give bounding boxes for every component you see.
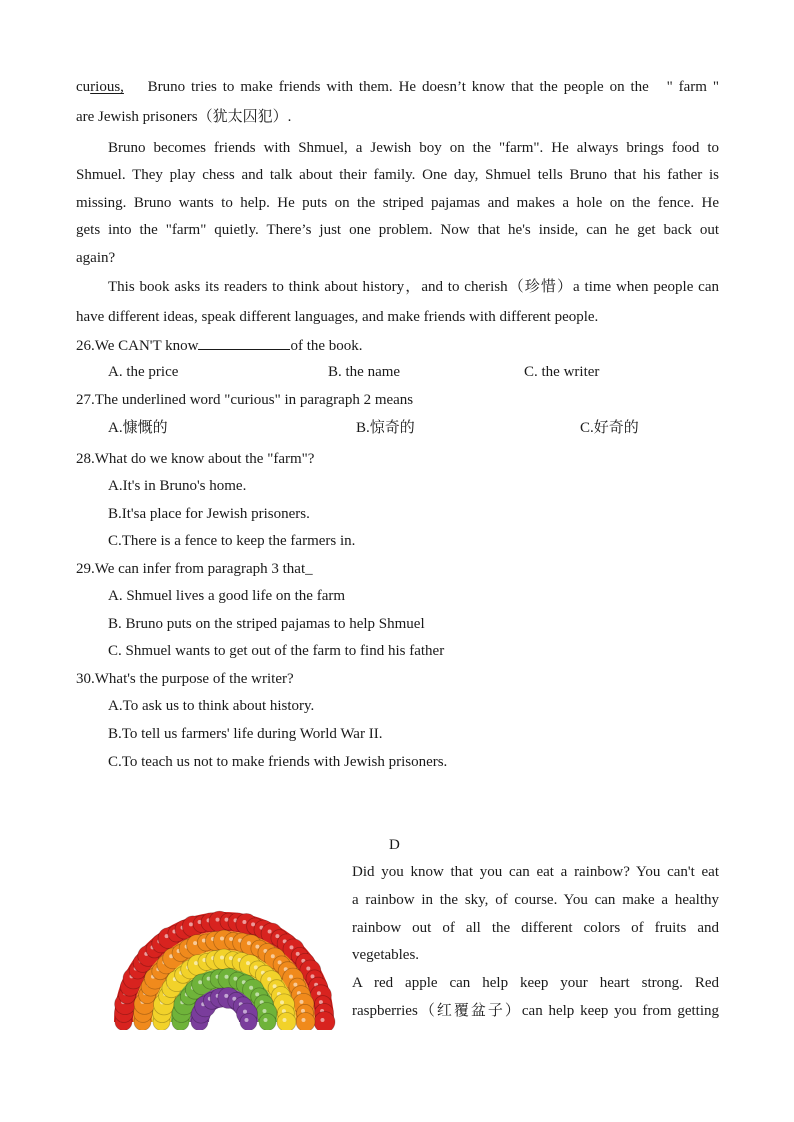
option-c: C. the writer bbox=[524, 364, 600, 380]
fruit-highlight bbox=[302, 1018, 306, 1022]
option-a: A. Shmuel lives a good life on the farm bbox=[108, 588, 346, 604]
fruit-highlight bbox=[289, 975, 293, 979]
fruit-highlight bbox=[225, 975, 229, 979]
option-a: A.It's in Bruno's home. bbox=[108, 478, 247, 494]
section-d-line: raspberries（红覆盆子）can help keep you from getting bbox=[352, 1003, 719, 1019]
option-b: B.To tell us farmers' life during World War II. bbox=[108, 726, 383, 742]
passage-line: curious, Bruno tries to make friends with them. He doesn’t know that the people on the " farm " bbox=[76, 79, 719, 95]
answer-blank bbox=[198, 335, 290, 350]
fruit-highlight bbox=[300, 1000, 304, 1004]
fruit-highlight bbox=[233, 977, 237, 981]
fruit-highlight bbox=[194, 961, 198, 965]
fruit-piece bbox=[240, 1014, 257, 1031]
passage-line: have different ideas, speak different languages, and make friends with different people. bbox=[76, 309, 599, 325]
fruit-rainbow-illustration bbox=[108, 870, 340, 1030]
question-26-stem: 26.We CAN'T know of the book. bbox=[76, 335, 719, 356]
option-b: B.惊奇的 bbox=[356, 420, 415, 436]
section-d-line: vegetables. bbox=[352, 947, 420, 963]
fruit-highlight bbox=[278, 960, 282, 964]
fruit-highlight bbox=[267, 977, 271, 981]
passage-line: are Jewish prisoners（犹太囚犯）. bbox=[76, 109, 292, 125]
passage-line: Bruno becomes friends with Shmuel, a Jewish boy on the "farm". He always brings food to bbox=[108, 140, 719, 156]
option-a: A. the price bbox=[108, 364, 179, 380]
fruit-rainbow-image bbox=[108, 870, 340, 1030]
option-c: C.There is a fence to keep the farmers in. bbox=[108, 533, 356, 549]
rainbow-arcs bbox=[114, 911, 335, 1030]
question-27-stem: 27.The underlined word "curious" in paragraph 2 means bbox=[76, 392, 414, 408]
fruit-highlight bbox=[220, 956, 224, 960]
fruit-highlight bbox=[216, 918, 220, 922]
passage-line: again? bbox=[76, 250, 116, 266]
fruit-highlight bbox=[263, 1009, 267, 1013]
fruit-highlight bbox=[247, 941, 251, 945]
question-30-stem: 30.What's the purpose of the writer? bbox=[76, 671, 294, 687]
fruit-highlight bbox=[242, 920, 246, 924]
fruit-highlight bbox=[306, 967, 310, 971]
fruit-highlight bbox=[198, 980, 202, 984]
option-b: B. Bruno puts on the striped pajamas to help Shmuel bbox=[108, 616, 425, 632]
fruit-highlight bbox=[268, 930, 272, 934]
fruit-highlight bbox=[290, 945, 294, 949]
fruit-highlight bbox=[283, 1018, 287, 1022]
fruit-highlight bbox=[317, 991, 321, 995]
fruit-highlight bbox=[249, 986, 253, 990]
fruit-highlight bbox=[246, 961, 250, 965]
fruit-highlight bbox=[220, 937, 224, 941]
option-b: B.It'sa place for Jewish prisoners. bbox=[108, 506, 310, 522]
section-d-line: rainbow out of all the different colors of fruits and bbox=[352, 920, 719, 936]
question-29-stem: 29.We can infer from paragraph 3 that_ bbox=[76, 561, 313, 577]
fruit-piece bbox=[296, 1013, 315, 1031]
fruit-highlight bbox=[321, 1018, 325, 1022]
fruit-highlight bbox=[224, 994, 228, 998]
section-d-heading: D bbox=[389, 837, 400, 853]
option-c: C.好奇的 bbox=[580, 420, 639, 436]
fruit-highlight bbox=[189, 922, 193, 926]
fruit-highlight bbox=[193, 941, 197, 945]
section-d-line: Did you know that you can eat a rainbow? You can't eat bbox=[352, 864, 719, 880]
underlined-word-curious: rious, bbox=[90, 79, 124, 95]
passage-line: Shmuel. They play chess and talk about their family. One day, Shmuel tells Bruno that his father is bbox=[76, 167, 719, 183]
fruit-highlight bbox=[255, 992, 259, 996]
passage-line: gets into the "farm" quietly. There’s just one problem. Now that he's inside, can he get back out bbox=[76, 222, 719, 238]
fruit-piece bbox=[314, 1012, 335, 1031]
fruit-highlight bbox=[243, 1010, 247, 1014]
fruit-piece bbox=[277, 1013, 296, 1031]
passage-line: This book asks its readers to think about history，and to cherish（珍惜）a time when people can bbox=[108, 279, 719, 295]
fruit-highlight bbox=[293, 983, 297, 987]
fruit-highlight bbox=[264, 1018, 268, 1022]
fruit-highlight bbox=[280, 1000, 284, 1004]
fruit-highlight bbox=[271, 954, 275, 958]
fruit-highlight bbox=[245, 1018, 249, 1022]
option-c: C. Shmuel wants to get out of the farm to find his father bbox=[108, 643, 445, 659]
option-a: A.To ask us to think about history. bbox=[108, 698, 315, 714]
passage-line: missing. Bruno wants to help. He puts on the striped pajamas and makes a hole on the fence. He bbox=[76, 195, 719, 211]
option-c: C.To teach us not to make friends with Jewish prisoners. bbox=[108, 754, 448, 770]
fruit-highlight bbox=[255, 945, 259, 949]
fruit-piece bbox=[259, 1014, 276, 1031]
option-a: A.慷慨的 bbox=[108, 420, 168, 436]
option-b: B. the name bbox=[328, 364, 401, 380]
section-d-line: A red apple can help keep your heart strong. Red bbox=[352, 975, 719, 991]
section-d-line: a rainbow in the sky, of course. You can make a healthy bbox=[352, 892, 719, 908]
question-28-stem: 28.What do we know about the "farm"? bbox=[76, 451, 315, 467]
